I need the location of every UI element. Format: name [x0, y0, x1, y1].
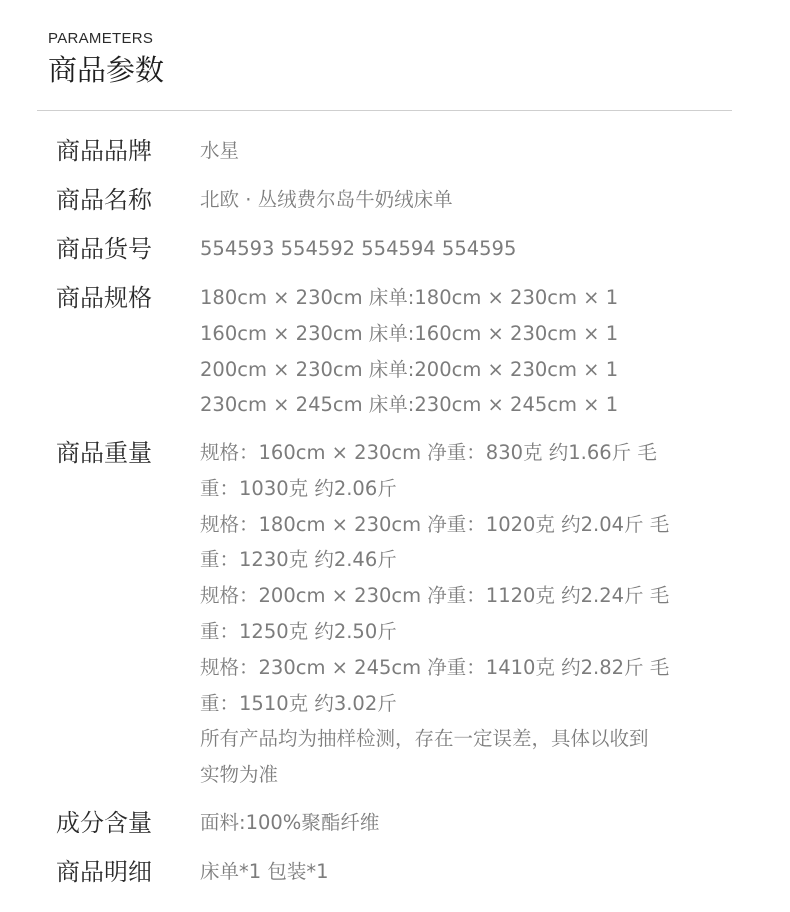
param-value-line: 重：1250克 约2.50斤: [200, 619, 397, 643]
param-value-line: 实物为准: [200, 763, 279, 787]
param-value: [200, 231, 692, 267]
param-value-line: 所有产品均为抽样检测，存在一定误差，具体以收到: [200, 727, 649, 751]
params-table: [56, 133, 716, 903]
param-value-line: 规格：230cm × 245cm 净重：1410克 约2.82斤 毛: [200, 655, 670, 679]
param-label: 商品明细: [56, 858, 152, 886]
param-row-specs: [56, 280, 716, 435]
page-header: [48, 30, 164, 88]
param-label: 商品规格: [56, 284, 152, 312]
param-value-line: 重：1230克 约2.46斤: [200, 548, 397, 572]
param-value: [200, 805, 692, 841]
param-value-line: 重：1510克 约3.02斤: [200, 691, 397, 715]
param-value: [200, 854, 692, 890]
param-row-name: [56, 182, 716, 231]
param-value-line: 规格：160cm × 230cm 净重：830克 约1.66斤 毛: [200, 441, 657, 464]
param-value-line: 规格：180cm × 230cm 净重：1020克 约2.04斤 毛: [200, 512, 670, 536]
param-label: 成分含量: [56, 809, 152, 837]
param-value-line: 床单*1 包装*1: [200, 860, 329, 883]
param-row-contents: [56, 854, 716, 903]
header-divider: [37, 110, 732, 111]
param-value-line: 重：1030克 约2.06斤: [200, 476, 397, 500]
param-value-line: 水星: [200, 139, 240, 162]
param-row-item-number: [56, 231, 716, 280]
param-value-line: 230cm × 245cm 床单:230cm × 245cm × 1: [200, 393, 619, 417]
param-value: [200, 435, 692, 793]
param-value-line: 180cm × 230cm 床单:180cm × 230cm × 1: [200, 286, 619, 309]
param-value-line: 北欧 · 丛绒费尔岛牛奶绒床单: [200, 188, 453, 211]
param-value-line: 面料:100%聚酯纤维: [200, 811, 380, 834]
param-value: [200, 182, 692, 218]
param-value: [200, 280, 692, 423]
param-label: 商品重量: [56, 439, 152, 467]
param-row-brand: [56, 133, 716, 182]
param-value: [200, 133, 692, 169]
param-row-composition: [56, 805, 716, 854]
param-label: 商品货号: [56, 235, 152, 263]
param-label: 商品名称: [56, 186, 152, 214]
param-value-line: 规格：200cm × 230cm 净重：1120克 约2.24斤 毛: [200, 584, 670, 608]
param-value-line: 200cm × 230cm 床单:200cm × 230cm × 1: [200, 357, 619, 381]
param-row-weight: [56, 435, 716, 805]
param-label: 商品品牌: [56, 137, 152, 165]
param-value-line: 160cm × 230cm 床单:160cm × 230cm × 1: [200, 321, 619, 345]
param-value-line: 554593 554592 554594 554595: [200, 237, 517, 260]
section-subtitle-en: PARAMETERS: [48, 30, 154, 47]
section-title: 商品参数: [48, 53, 165, 87]
